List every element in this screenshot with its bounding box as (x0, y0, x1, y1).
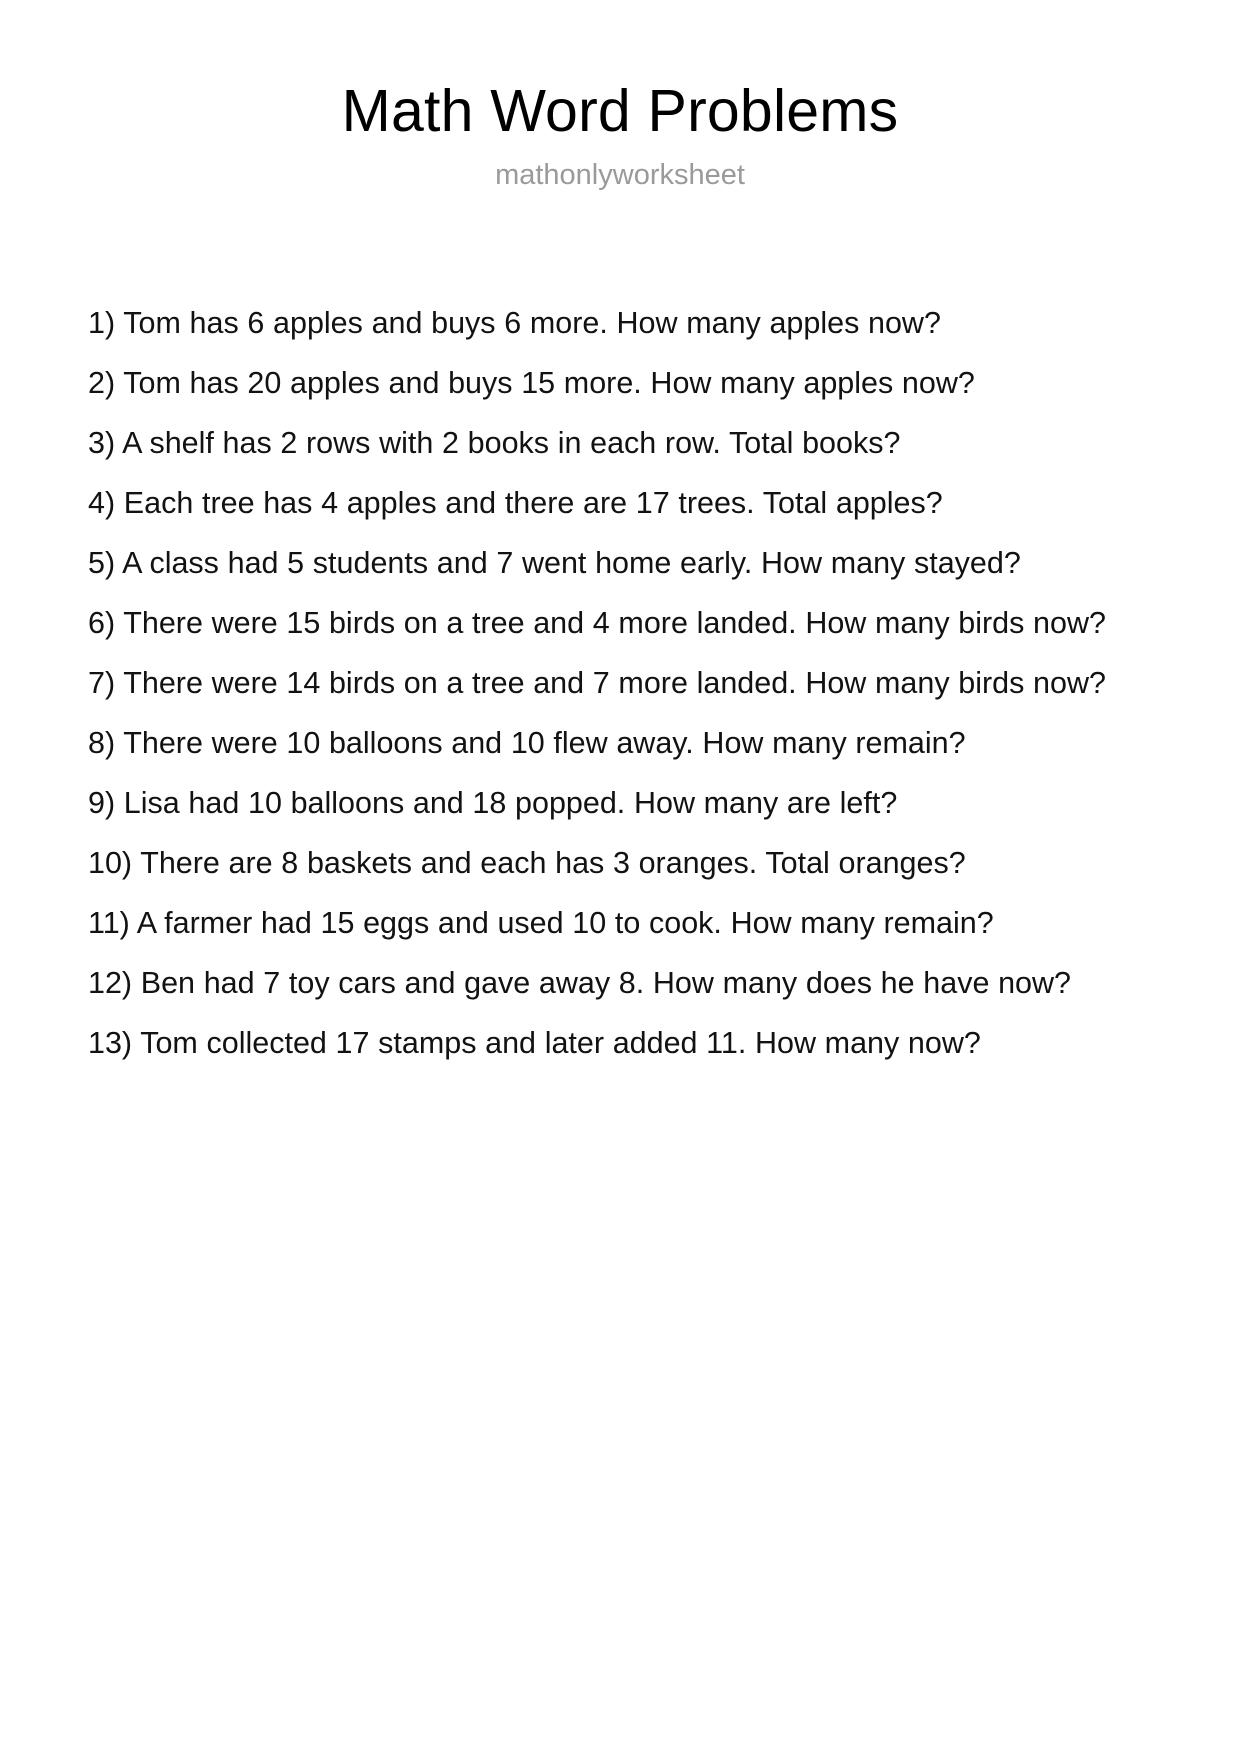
list-item: 11) A farmer had 15 eggs and used 10 to cook. How many remain? (88, 906, 994, 940)
page-title: Math Word Problems (341, 78, 899, 144)
list-item: 8) There were 10 balloons and 10 flew away. How many remain? (88, 726, 966, 760)
page-subtitle: mathonlyworksheet (495, 159, 745, 192)
list-item: 9) Lisa had 10 balloons and 18 popped. How many are left? (88, 786, 898, 820)
list-item: 7) There were 14 birds on a tree and 7 more landed. How many birds now? (88, 666, 1106, 700)
list-item: 12) Ben had 7 toy cars and gave away 8. How many does he have now? (88, 966, 1071, 1000)
list-item: 5) A class had 5 students and 7 went home early. How many stayed? (88, 546, 1021, 580)
list-item: 6) There were 15 birds on a tree and 4 more landed. How many birds now? (88, 606, 1106, 640)
list-item: 13) Tom collected 17 stamps and later added 11. How many now? (88, 1026, 981, 1060)
list-item: 10) There are 8 baskets and each has 3 oranges. Total oranges? (88, 846, 966, 880)
list-item: 2) Tom has 20 apples and buys 15 more. How many apples now? (88, 366, 975, 400)
list-item: 1) Tom has 6 apples and buys 6 more. How many apples now? (88, 306, 941, 340)
list-item: 4) Each tree has 4 apples and there are 17 trees. Total apples? (88, 486, 943, 520)
list-item: 3) A shelf has 2 rows with 2 books in each row. Total books? (88, 426, 901, 460)
problem-list (88, 303, 1152, 1063)
worksheet-header (0, 0, 1240, 193)
